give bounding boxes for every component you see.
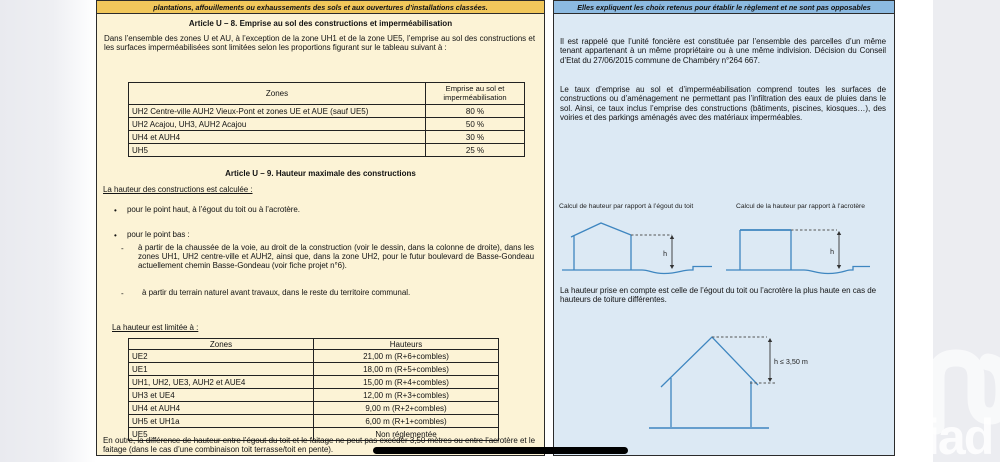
- table-row: [129, 131, 525, 144]
- emprise-table-header-emprise: Emprise au sol et imperméabilisation: [426, 83, 525, 105]
- value-cell: 6,00 m (R+1+combles): [314, 415, 499, 428]
- desk-background: [933, 0, 1000, 462]
- diagram-acrotere-caption: Calcul de la hauteur par rapport à l’acrotère: [736, 203, 865, 210]
- zone-cell: UH1, UH2, UE3, AUH2 et AUE4: [129, 376, 314, 389]
- article8-title: Article U – 8. Emprise au sol des constructions et imperméabilisation: [188, 19, 453, 28]
- regulation-header-note: plantations, affouillements ou exhaussements des sols et aux ouvertures d’installations classées.: [153, 2, 488, 12]
- zone-cell: UH3 et UE4: [129, 389, 314, 402]
- hauteurs-table: [128, 338, 499, 441]
- zone-cell: UE2: [129, 350, 314, 363]
- regulation-panel: [96, 0, 545, 456]
- table-row: [129, 118, 525, 131]
- explanation-header-note: Elles expliquent les choix retenus pour établir le règlement et ne sont pas opposables: [577, 2, 871, 12]
- bullet-icon: •: [114, 206, 117, 215]
- explanation-panel: [553, 0, 895, 456]
- table-row: [129, 376, 499, 389]
- bullet-point-bas: pour le point bas :: [127, 230, 190, 239]
- explanation-para-taux-emprise: Le taux d’emprise au sol et d’imperméabilisation comprend toutes les surfaces de constructions ou d’aménagement ne permettant pas l’infiltration des eaux de pluies dans le sol. Ainsi, ce taux inclus l’emprise des constructions (bâtiments, piscines, kiosques…), des voiries et des parkings aménagés avec des matériaux imperméables.: [560, 85, 886, 123]
- h-label: h: [663, 251, 667, 258]
- redaction-bar: [373, 447, 628, 454]
- dash-icon: -: [121, 289, 124, 298]
- watermark-text: iad: [926, 409, 993, 462]
- flat-roof-building-icon: [740, 230, 791, 270]
- explanation-para-hauteur-prise: La hauteur prise en compte est celle de l’égout du toit ou l’acrotère la plus haute en cas de hauteurs de toiture différentes.: [560, 286, 876, 305]
- page-margin-left: [0, 0, 96, 462]
- page-margin-right: [895, 0, 933, 462]
- zone-cell: UE1: [129, 363, 314, 376]
- explanation-panel-header: [554, 1, 894, 14]
- max-ridge-height-label: h ≤ 3,50 m: [774, 357, 808, 366]
- regulation-panel-header: [97, 1, 544, 14]
- pitched-roof-house-icon: [571, 223, 631, 270]
- ridge-height-diagram: [590, 325, 852, 451]
- zone-cell: UH4 et AUH4: [129, 402, 314, 415]
- value-cell: 80 %: [426, 105, 525, 118]
- table-row: [129, 105, 525, 118]
- table-row: [129, 363, 499, 376]
- hauteurs-table-header-zones: Zones: [129, 339, 314, 350]
- value-cell: 50 %: [426, 118, 525, 131]
- zone-cell: UE5: [129, 428, 314, 441]
- article9-title: Article U – 9. Hauteur maximale des constructions: [225, 169, 416, 178]
- value-cell: 12,00 m (R+3+combles): [314, 389, 499, 402]
- value-cell: 15,00 m (R+4+combles): [314, 376, 499, 389]
- hauteurs-table-wrap: [128, 338, 498, 441]
- zone-cell: UH2 Centre-ville AUH2 Vieux-Pont et zones UE et AUE (sauf UE5): [129, 105, 426, 118]
- height-calc-intro: La hauteur des constructions est calculée :: [103, 185, 253, 194]
- explanation-para-unite-fonciere: Il est rappelé que l’unité foncière est constituée par l’ensemble des parcelles d’un même tenant appartenant à un même propriétaire ou à une même indivision. Décision du Conseil d’Etat du 27/06/2015 commune de Chambéry n°264 667.: [560, 37, 886, 65]
- value-cell: 18,00 m (R+5+combles): [314, 363, 499, 376]
- h-label: h: [830, 249, 834, 256]
- zone-cell: UH4 et AUH4: [129, 131, 426, 144]
- hauteurs-table-header-hauteurs: Hauteurs: [314, 339, 499, 350]
- zone-cell: UH5 et UH1a: [129, 415, 314, 428]
- article8-intro: Dans l’ensemble des zones U et AU, à l’exception de la zone UH1 et de la zone UE5, l’emprise au sol des constructions et les surfaces imperméabilisées sont limitées selon les proportions figurant sur le tableau suivant à :: [104, 34, 535, 52]
- value-cell: 30 %: [426, 131, 525, 144]
- value-cell: Non réglementée: [314, 428, 499, 441]
- emprise-table-header-zones: Zones: [129, 83, 426, 105]
- height-arrow: [663, 235, 674, 269]
- bullet-point-haut: pour le point haut, à l’égout du toit ou à l’acrotère.: [127, 205, 300, 214]
- zone-cell: UH5: [129, 144, 426, 157]
- dash-item-terrain: à partir du terrain naturel avant travaux, dans le reste du territoire communal.: [142, 288, 411, 297]
- value-cell: 21,00 m (R+6+combles): [314, 350, 499, 363]
- ground-line: [562, 267, 712, 274]
- height-arrow: [768, 338, 808, 382]
- table-row: [129, 415, 499, 428]
- zone-cell: UH2 Acajou, UH3, AUH2 Acajou: [129, 118, 426, 131]
- table-row: [129, 389, 499, 402]
- diagram-egout-caption: Calcul de hauteur par rapport à l’égout du toit: [559, 203, 694, 210]
- height-arrow: [830, 231, 841, 269]
- value-cell: 25 %: [426, 144, 525, 157]
- dash-icon: -: [121, 244, 124, 253]
- table-row: [129, 350, 499, 363]
- dash-item-chaussee: à partir de la chaussée de la voie, au droit de la construction (voir le dessin, dans la colonne de droite), dans les zones UH1, UH2 centre-ville et AUH2, ainsi que, dans la zone UH2, pour le futur boulevard de Basse-Gondeau actuellement chemin Basse-Gondeau (voir fiche projet n°6).: [138, 243, 534, 270]
- table-row: [129, 144, 525, 157]
- article9-footer: En outre, la différence de hauteur entre l’égout du toit et le faitage ne peut pas excéder 3,50 mètres ou entre l’acrotère et le faitage (dans le cas d’une combinaison toit terrasse/toit en pente).: [103, 436, 535, 454]
- height-diagrams: [554, 211, 896, 287]
- emprise-table: [128, 82, 525, 157]
- bullet-icon: •: [114, 231, 117, 240]
- emprise-table-wrap: [128, 82, 524, 157]
- height-limit-intro: La hauteur est limitée à :: [112, 323, 199, 332]
- value-cell: 9,00 m (R+2+combles): [314, 402, 499, 415]
- table-row: [129, 402, 499, 415]
- gable-house-icon: [649, 337, 769, 428]
- ground-line: [726, 267, 870, 274]
